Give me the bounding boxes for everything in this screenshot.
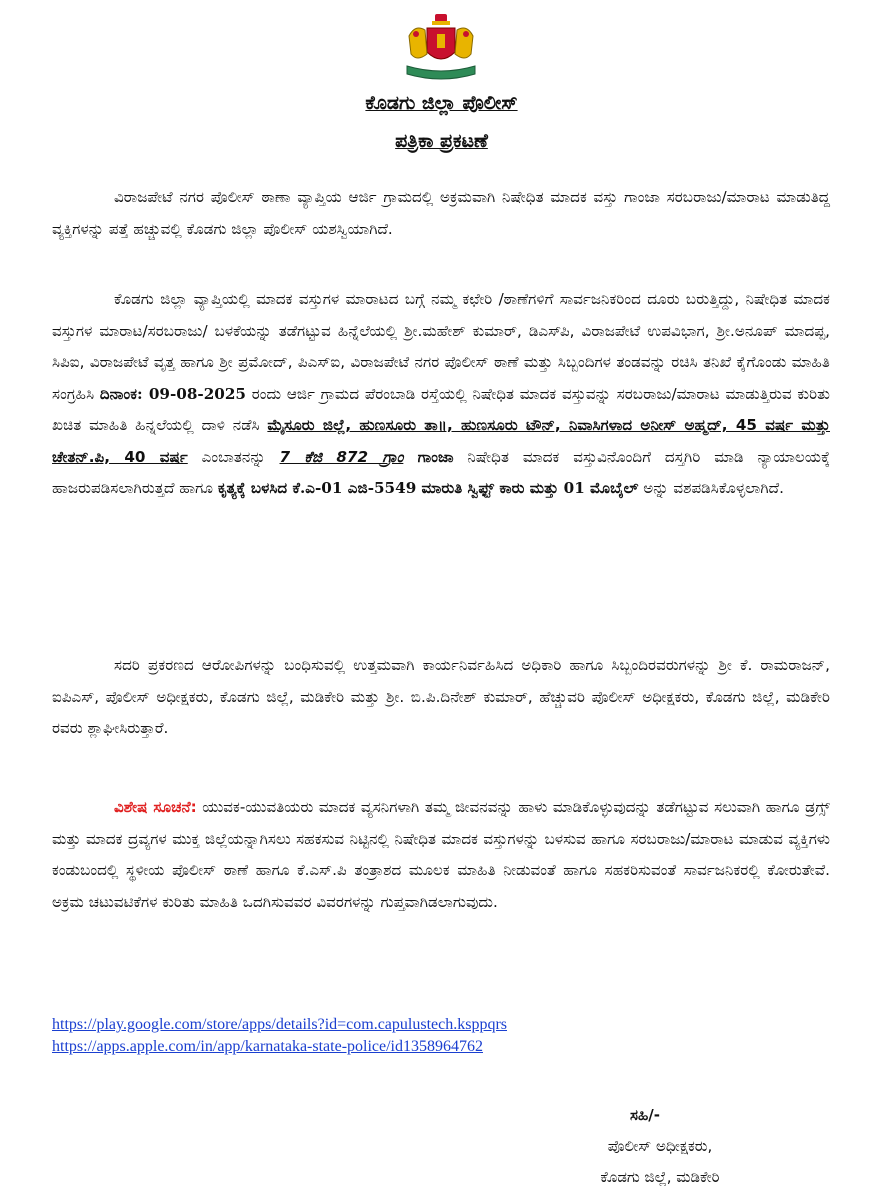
special-notice-label: ವಿಶೇಷ ಸೂಚನೆ: <box>114 798 197 816</box>
signature-designation: ಪೊಲೀಸ್ ಅಧೀಕ್ಷಕರು, <box>607 1137 713 1155</box>
p2-text-a: ಕೊಡಗು ಜಿಲ್ಲಾ ವ್ಯಾಪ್ತಿಯಲ್ಲಿ ಮಾದಕ ವಸ್ತುಗಳ ಮಾರಾಟದ ಬಗ್ಗೆ ನಮ್ಮ ಕಛೇರಿ /ಠಾಣೆಗಳಿಗೆ ಸಾರ್ವಜನಿಕರಿಂದ ದೂರು ಬರುತ್ತಿದ್ದು, ನಿಷೇಧಿತ ಮಾದಕ ವಸ್ತುಗಳ ಮಾರಾಟ/ಸರಬರಾಜು/ ಬಳಕೆಯನ್ನು ತಡೆಗಟ್ಟುವ ಹಿನ್ನೆಲೆಯಲ್ಲಿ ಶ್ರೀ.ಮಹೇಶ್ ಕುಮಾರ್, ಡಿಎಸ್‍ಪಿ, ವಿರಾಜಪೇಟೆ ಉಪವಿಭಾಗ, ಶ್ರೀ.ಅನೂಪ್ ಮಾದಪ್ಪ, ಸಿಪಿಐ, ವಿರಾಜಪೇಟೆ ವೃತ್ತ ಹಾಗೂ ಶ್ರೀ ಪ್ರಮೋದ್, ಪಿಎಸ್‍ಐ, ವಿರಾಜಪೇಟೆ ನಗರ ಪೊಲೀಸ್ ಠಾಣೆ ಮತ್ತು ಸಿಬ್ಬಂದಿಗಳ ತಂಡವನ್ನು ರಚಿಸಿ ತನಿಖೆ ಕೈಗೊಂಡು ಮಾಹಿತಿ ಸಂಗ್ರಹಿಸಿ <box>52 290 830 403</box>
p2-text-e: ಅನ್ನು ವಶಪಡಿಸಿಕೊಳ್ಳಲಾಗಿದೆ. <box>638 479 784 497</box>
paragraph-4 <box>52 792 830 918</box>
app-store-link[interactable]: https://apps.apple.com/in/app/karnataka-state-police/id1358964762 <box>52 1038 483 1055</box>
paragraph-2 <box>52 284 830 505</box>
special-notice-text: ಯುವಕ-ಯುವತಿಯರು ಮಾದಕ ವ್ಯಸನಿಗಳಾಗಿ ತಮ್ಮ ಜೀವನವನ್ನು ಹಾಳು ಮಾಡಿಕೊಳ್ಳುವುದನ್ನು ತಡೆಗಟ್ಟುವ ಸಲುವಾಗಿ ಹಾಗೂ ಡ್ರಗ್ಸ್ ಮತ್ತು ಮಾದಕ ದ್ರವ್ಯಗಳ ಮುಕ್ತ ಜಿಲ್ಲೆಯನ್ನಾಗಿಸಲು ಸಹಕಸುವ ನಿಟ್ಟಿನಲ್ಲಿ ನಿಷೇಧಿತ ಮಾದಕ ವಸ್ತುಗಳನ್ನು ಬಳಸುವ ಹಾಗೂ ಸರಬರಾಜು/ಮಾರಾಟ ಮಾಡುವ ವ್ಯಕ್ತಿಗಳು ಕಂಡುಬಂದಲ್ಲಿ ಸ್ಥಳೀಯ ಪೊಲೀಸ್ ಠಾಣೆ ಹಾಗೂ ಕೆ.ಎಸ್.ಪಿ ತಂತ್ರಾಶದ ಮೂಲಕ ಮಾಹಿತಿ ನೀಡುವಂತೆ ಹಾಗೂ ಸಹಕರಿಸುವಂತೆ ಸಾರ್ವಜನಿಕರಲ್ಲಿ ಕೋರುತೇವೆ. ಅಕ್ರಮ ಚಟುವಟಿಕೆಗಳ ಕುರಿತು ಮಾಹಿತಿ ಒದಗಿಸುವವರ ವಿವರಗಳನ್ನು ಗುಪ್ತವಾಗಿಡಲಾಗುವುದು. <box>52 798 831 911</box>
p2-accused: ಮೈಸೂರು ಜಿಲ್ಲೆ, ಹುಣಸೂರು ತಾ॥, ಹುಣಸೂರು ಟೌನ್, ನಿವಾಸಿಗಳಾದ ಅನೀಸ್ ಅಹ್ಮದ್, 45 ವರ್ಷ ಮತ್ತು ಚೇತನ್.ಪಿ, 40 ವರ್ಷ <box>52 416 830 466</box>
p2-ganja: ಗಾಂಜಾ <box>403 447 454 466</box>
app-links <box>52 1014 507 1058</box>
play-store-link[interactable]: https://play.google.com/store/apps/details?id=com.capulustech.ksppqrs <box>52 1016 508 1033</box>
karnataka-emblem-icon <box>401 14 481 82</box>
p2-vehicle: ಕೃತ್ಯಕ್ಕೆ ಬಳಸಿದ ಕೆ.ಎ-01 ಎಜಿ-5549 ಮಾರುತಿ ಸ್ವಿಫ್ಟ್ ಕಾರು ಮತ್ತು 01 ಮೊಬೈಲ್ <box>217 479 639 497</box>
p2-quantity: 7 ಕೆಜಿ 872 ಗ್ರಾಂ <box>279 447 404 466</box>
page-title: ಕೊಡಗು ಜಿಲ್ಲಾ ಪೊಲೀಸ್ <box>365 92 518 114</box>
page-subtitle: ಪತ್ರಿಕಾ ಪ್ರಕಟಣೆ <box>395 130 488 152</box>
p2-text-c: ಎಂಬಾತನನ್ನು <box>187 447 280 466</box>
p2-text-d: ನಿಷೇಧಿತ ಮಾದಕ ವಸ್ತುವಿನೊಂದಿಗೆ ದಸ್ತಗಿರಿ ಮಾಡಿ ನ್ಯಾಯಾಲಯಕ್ಕೆ ಹಾಜರುಪಡಿಸಲಾಗಿರುತ್ತದೆ ಹಾಗೂ <box>52 447 830 497</box>
signature-sd: ಸಹಿ/- <box>630 1106 660 1124</box>
paragraph-3: ಸದರಿ ಪ್ರಕರಣದ ಆರೋಪಿಗಳನ್ನು ಬಂಧಿಸುವಲ್ಲಿ ಉತ್ತಮವಾಗಿ ಕಾರ್ಯನಿರ್ವಹಿಸಿದ ಅಧಿಕಾರಿ ಹಾಗೂ ಸಿಬ್ಬಂದಿರವರುಗಳನ್ನು ಶ್ರೀ ಕೆ. ರಾಮರಾಜನ್, ಐಪಿಎಸ್, ಪೊಲೀಸ್ ಅಧೀಕ್ಷಕರು, ಕೊಡಗು ಜಿಲ್ಲೆ, ಮಡಿಕೇರಿ ಮತ್ತು ಶ್ರೀ. ಬಿ.ಪಿ.ದಿನೇಶ್ ಕುಮಾರ್, ಹೆಚ್ಚುವರಿ ಪೊಲೀಸ್ ಅಧೀಕ್ಷಕರು, ಕೊಡಗು ಜಿಲ್ಲೆ, ಮಡಿಕೇರಿ ರವರು ಶ್ಲಾಘೀಸಿರುತ್ತಾರೆ. <box>52 656 830 737</box>
p2-text-b: ರಂದು ಆರ್ಜಿ ಗ್ರಾಮದ ಪೆರಂಬಾಡಿ ರಸ್ತೆಯಲ್ಲಿ ನಿಷೇಧಿತ ಮಾದಕ ವಸ್ತುವನ್ನು ಸರಬರಾಜು/ಮಾರಾಟ ಮಾಡುತ್ತಿರುವ ಕುರಿತು ಖಚಿತ ಮಾಹಿತಿ ಹಿನ್ನಲೆಯಲ್ಲಿ ದಾಳಿ ನಡೆಸಿ <box>52 384 830 434</box>
paragraph-1: ವಿರಾಜಪೇಟೆ ನಗರ ಪೊಲೀಸ್ ಠಾಣಾ ವ್ಯಾಪ್ತಿಯ ಆರ್ಜಿ ಗ್ರಾಮದಲ್ಲಿ ಅಕ್ರಮವಾಗಿ ನಿಷೇಧಿತ ಮಾದಕ ವಸ್ತು ಗಾಂಜಾ ಸರಬರಾಜು/ಮಾರಾಟ ಮಾಡುತಿದ್ದ ವ್ಯಕ್ತಿಗಳನ್ನು ಪತ್ತೆ ಹಚ್ಚುವಲ್ಲಿ ಕೊಡಗು ಜಿಲ್ಲಾ ಪೊಲೀಸ್ ಯಶಸ್ವಿಯಾಗಿದೆ. <box>52 188 830 238</box>
signature-block <box>560 1100 760 1193</box>
p2-date: ದಿನಾಂಕ: 09-08-2025 <box>99 384 246 403</box>
signature-place: ಕೊಡಗು ಜಿಲ್ಲೆ, ಮಡಿಕೇರಿ <box>600 1168 720 1186</box>
